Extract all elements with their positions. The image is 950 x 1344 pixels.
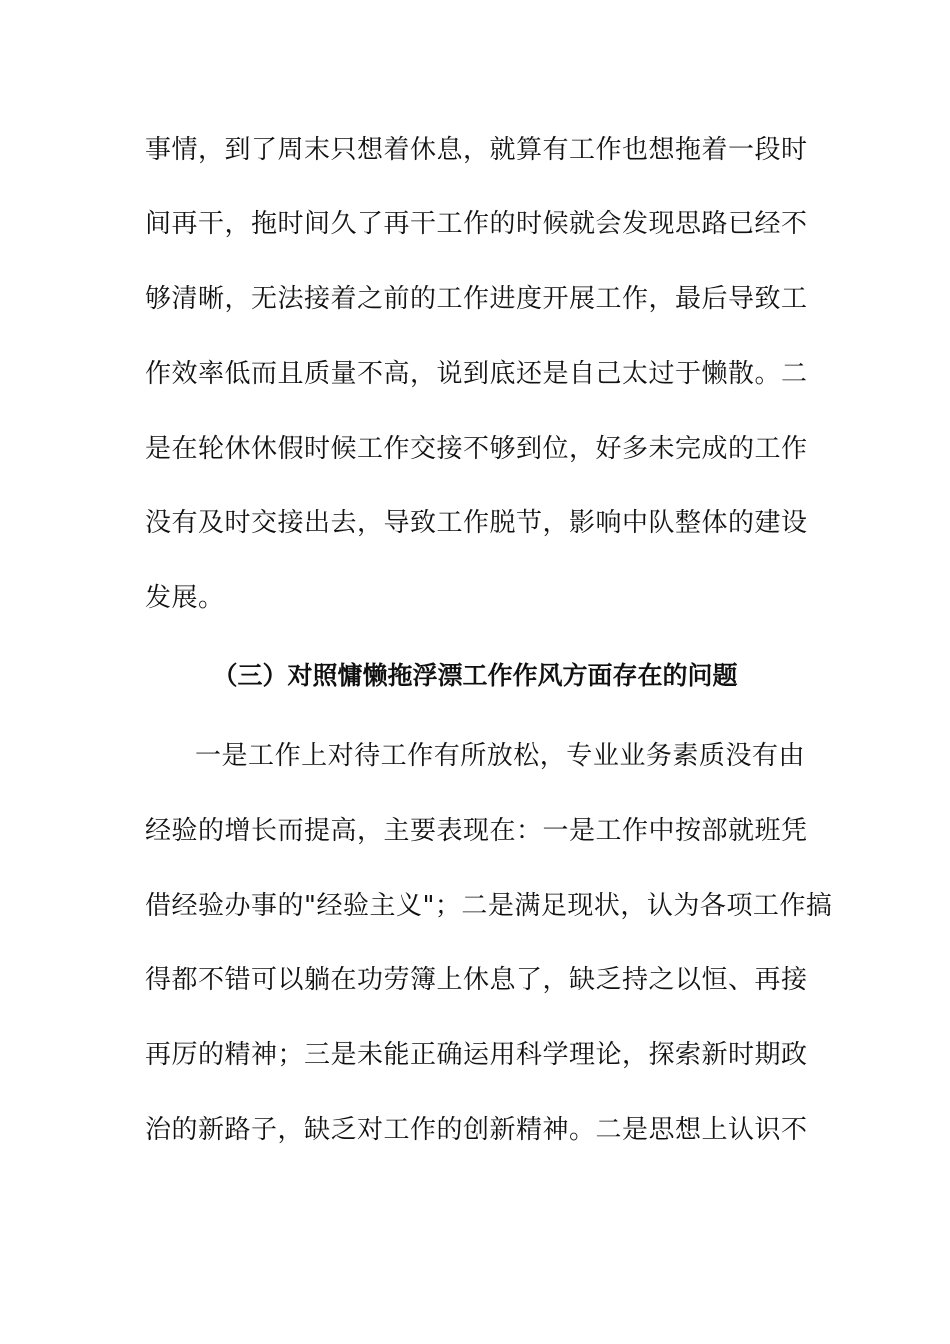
paragraph-1-line-7: 发展。 [145, 583, 225, 613]
paragraph-1-line-5: 是在轮休休假时候工作交接不够到位，好多未完成的工作 [145, 434, 808, 464]
paragraph-2-line-3: 借经验办事的"经验主义"；二是满足现状，认为各项工作搞 [145, 891, 833, 921]
paragraph-2-line-6: 治的新路子，缺乏对工作的创新精神。二是思想上认识不 [145, 1115, 808, 1145]
paragraph-1-line-3: 够清晰，无法接着之前的工作进度开展工作，最后导致工 [145, 284, 808, 314]
paragraph-1-line-4: 作效率低而且质量不高，说到底还是自己太过于懒散。二 [145, 359, 808, 389]
paragraph-1-line-1: 事情，到了周末只想着休息，就算有工作也想拖着一段时 [145, 135, 808, 165]
paragraph-1-line-6: 没有及时交接出去，导致工作脱节，影响中队整体的建设 [145, 508, 808, 538]
section-heading: （三）对照慵懒拖浮漂工作作风方面存在的问题 [212, 661, 738, 690]
paragraph-2-line-2: 经验的增长而提高，主要表现在：一是工作中按部就班凭 [145, 816, 808, 846]
paragraph-2-line-5: 再厉的精神；三是未能正确运用科学理论，探索新时期政 [145, 1040, 808, 1070]
paragraph-1-line-2: 间再干，拖时间久了再干工作的时候就会发现思路已经不 [145, 209, 808, 239]
paragraph-2-line-4: 得都不错可以躺在功劳簿上休息了，缺乏持之以恒、再接 [145, 965, 808, 995]
paragraph-2-line-1: 一是工作上对待工作有所放松，专业业务素质没有由 [195, 741, 805, 771]
